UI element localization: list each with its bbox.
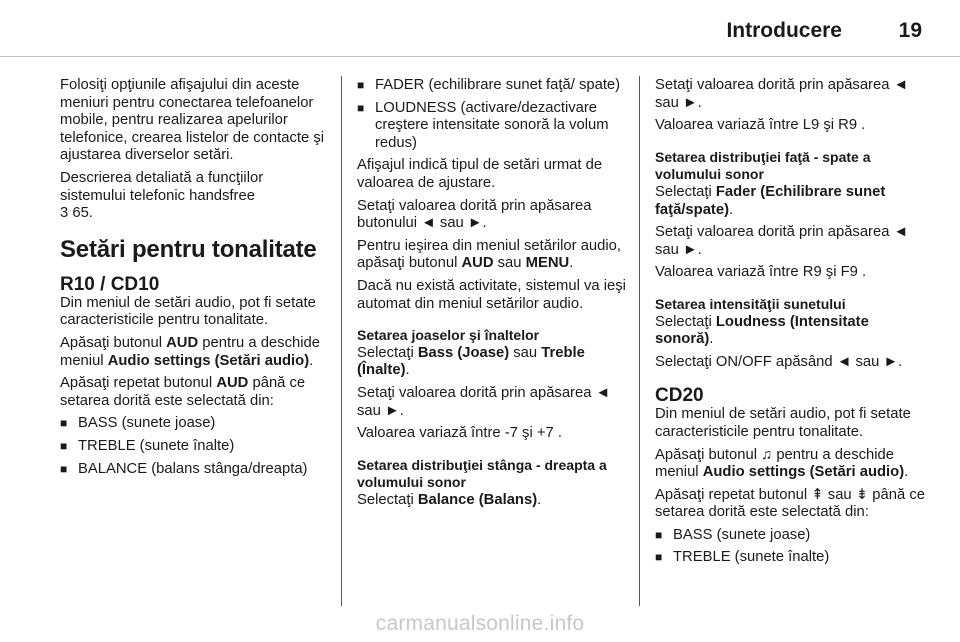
list-item: ■ BASS (sunete joase) — [655, 527, 930, 545]
section-title: Introducere — [726, 19, 842, 42]
paragraph: Setaţi valoarea dorită prin apăsarea ◄ sau ►. — [655, 224, 909, 258]
list-item: ■ FADER (echilibrare sunet faţă/ spate) — [357, 77, 629, 95]
menu-name: Audio settings (Setări audio) — [702, 464, 905, 481]
option-name: Loudness (Intensitate sonoră) — [655, 313, 869, 348]
subheading: Setarea distribuţiei faţă - spate a volumului sonor — [655, 148, 871, 183]
option-name: Balance (Balans) — [417, 491, 538, 508]
button-name: AUD — [166, 334, 199, 351]
list-item: ■ TREBLE (sunete înalte) — [655, 549, 930, 567]
paragraph: Valoarea variază între R9 şi F9 . — [655, 264, 867, 281]
button-name: AUD — [216, 375, 249, 392]
menu-name: Audio settings (Setări audio) — [107, 352, 310, 369]
paragraph: Apăsaţi repetat butonul ⇞ sau ⇟ până ce setarea dorită este selectată din: — [655, 486, 925, 521]
column-3 — [655, 77, 930, 572]
paragraph: Din meniul de setări audio, pot fi setate caracteristicile pentru tonalitate. — [655, 406, 911, 440]
column-divider — [639, 76, 640, 606]
page-header — [0, 0, 960, 62]
list-item: ■ BASS (sunete joase) — [60, 415, 332, 433]
paragraph: Pentru ieşirea din meniul setărilor audio, apăsaţi butonul AUD sau MENU. — [357, 237, 622, 272]
paragraph: Din meniul de setări audio, pot fi setate caracteristicile pentru tonalitate. — [60, 294, 316, 329]
button-name: AUD — [461, 255, 494, 272]
intro-paragraph: Folosiţi opţiunile afişajului din aceste meniuri pentru conectarea telefoanelor mobile, pentru realizarea apelurilor telefonice, crearea listelor de contacte şi ajustarea diverselor setări. — [60, 77, 325, 164]
list-item: ■ LOUDNESS (activare/dezactivare creştere intensitate sonoră la volum redus) — [357, 100, 629, 153]
handsfree-paragraph: Descrierea detaliată a funcţiilor sistemului telefonic handsfree — [60, 169, 264, 204]
watermark: carmanualsonline.info — [375, 612, 585, 635]
subheading: Setarea joaselor şi înaltelor — [357, 327, 540, 344]
paragraph: Setaţi valoarea dorită prin apăsarea butonului ◄ sau ►. — [357, 197, 592, 232]
column-1 — [60, 77, 332, 483]
paragraph: Selectaţi Fader (Echilibrare sunet faţă/spate). — [655, 183, 886, 218]
paragraph: Apăsaţi butonul ♫ pentru a deschide meniul Audio settings (Setări audio). — [655, 446, 909, 481]
option-name: Bass (Joase) — [417, 344, 510, 361]
paragraph: Valoarea variază între L9 şi R9 . — [655, 117, 866, 134]
page-number: 19 — [898, 19, 922, 42]
column-2 — [357, 77, 629, 514]
paragraph: Valoarea variază între -7 şi +7 . — [357, 425, 562, 442]
option-name: Fader (Echilibrare sunet faţă/spate) — [655, 183, 886, 218]
paragraph: Apăsaţi repetat butonul AUD până ce setarea dorită este selectată din: — [60, 375, 306, 409]
paragraph: Selectaţi ON/OFF apăsând ◄ sau ►. — [655, 353, 903, 370]
section-heading: Setări pentru tonalitate — [60, 235, 317, 263]
paragraph: Selectaţi Bass (Joase) sau Treble (Înalte). — [357, 344, 585, 379]
paragraph: Setaţi valoarea dorită prin apăsarea ◄ sau ►. — [655, 77, 909, 111]
column-divider — [341, 76, 342, 606]
subsection-heading: CD20 — [655, 385, 704, 407]
subheading: Setarea intensităţii sunetului — [655, 295, 846, 312]
paragraph: Apăsaţi butonul AUD pentru a deschide meniul Audio settings (Setări audio). — [60, 334, 320, 369]
subsection-heading: R10 / CD10 — [60, 273, 160, 295]
option-name: Treble (Înalte) — [357, 344, 585, 379]
paragraph: Selectaţi Balance (Balans). — [357, 491, 542, 508]
subheading: Setarea distribuţiei stânga - dreapta a volumului sonor — [357, 456, 607, 491]
button-name: MENU — [525, 255, 570, 272]
paragraph: Setaţi valoarea dorită prin apăsarea ◄ sau ►. — [357, 384, 611, 419]
page-reference-link[interactable]: 3 65. — [60, 205, 93, 222]
paragraph: Afişajul indică tipul de setări urmat de valoarea de ajustare. — [357, 157, 603, 191]
list-item: ■ TREBLE (sunete înalte) — [60, 438, 332, 456]
list-item: ■ BALANCE (balans stânga/dreapta) — [60, 461, 332, 479]
header-rule — [0, 56, 960, 57]
paragraph: Selectaţi Loudness (Intensitate sonoră). — [655, 313, 869, 348]
paragraph: Dacă nu există activitate, sistemul va ieşi automat din meniul setărilor audio. — [357, 277, 626, 312]
